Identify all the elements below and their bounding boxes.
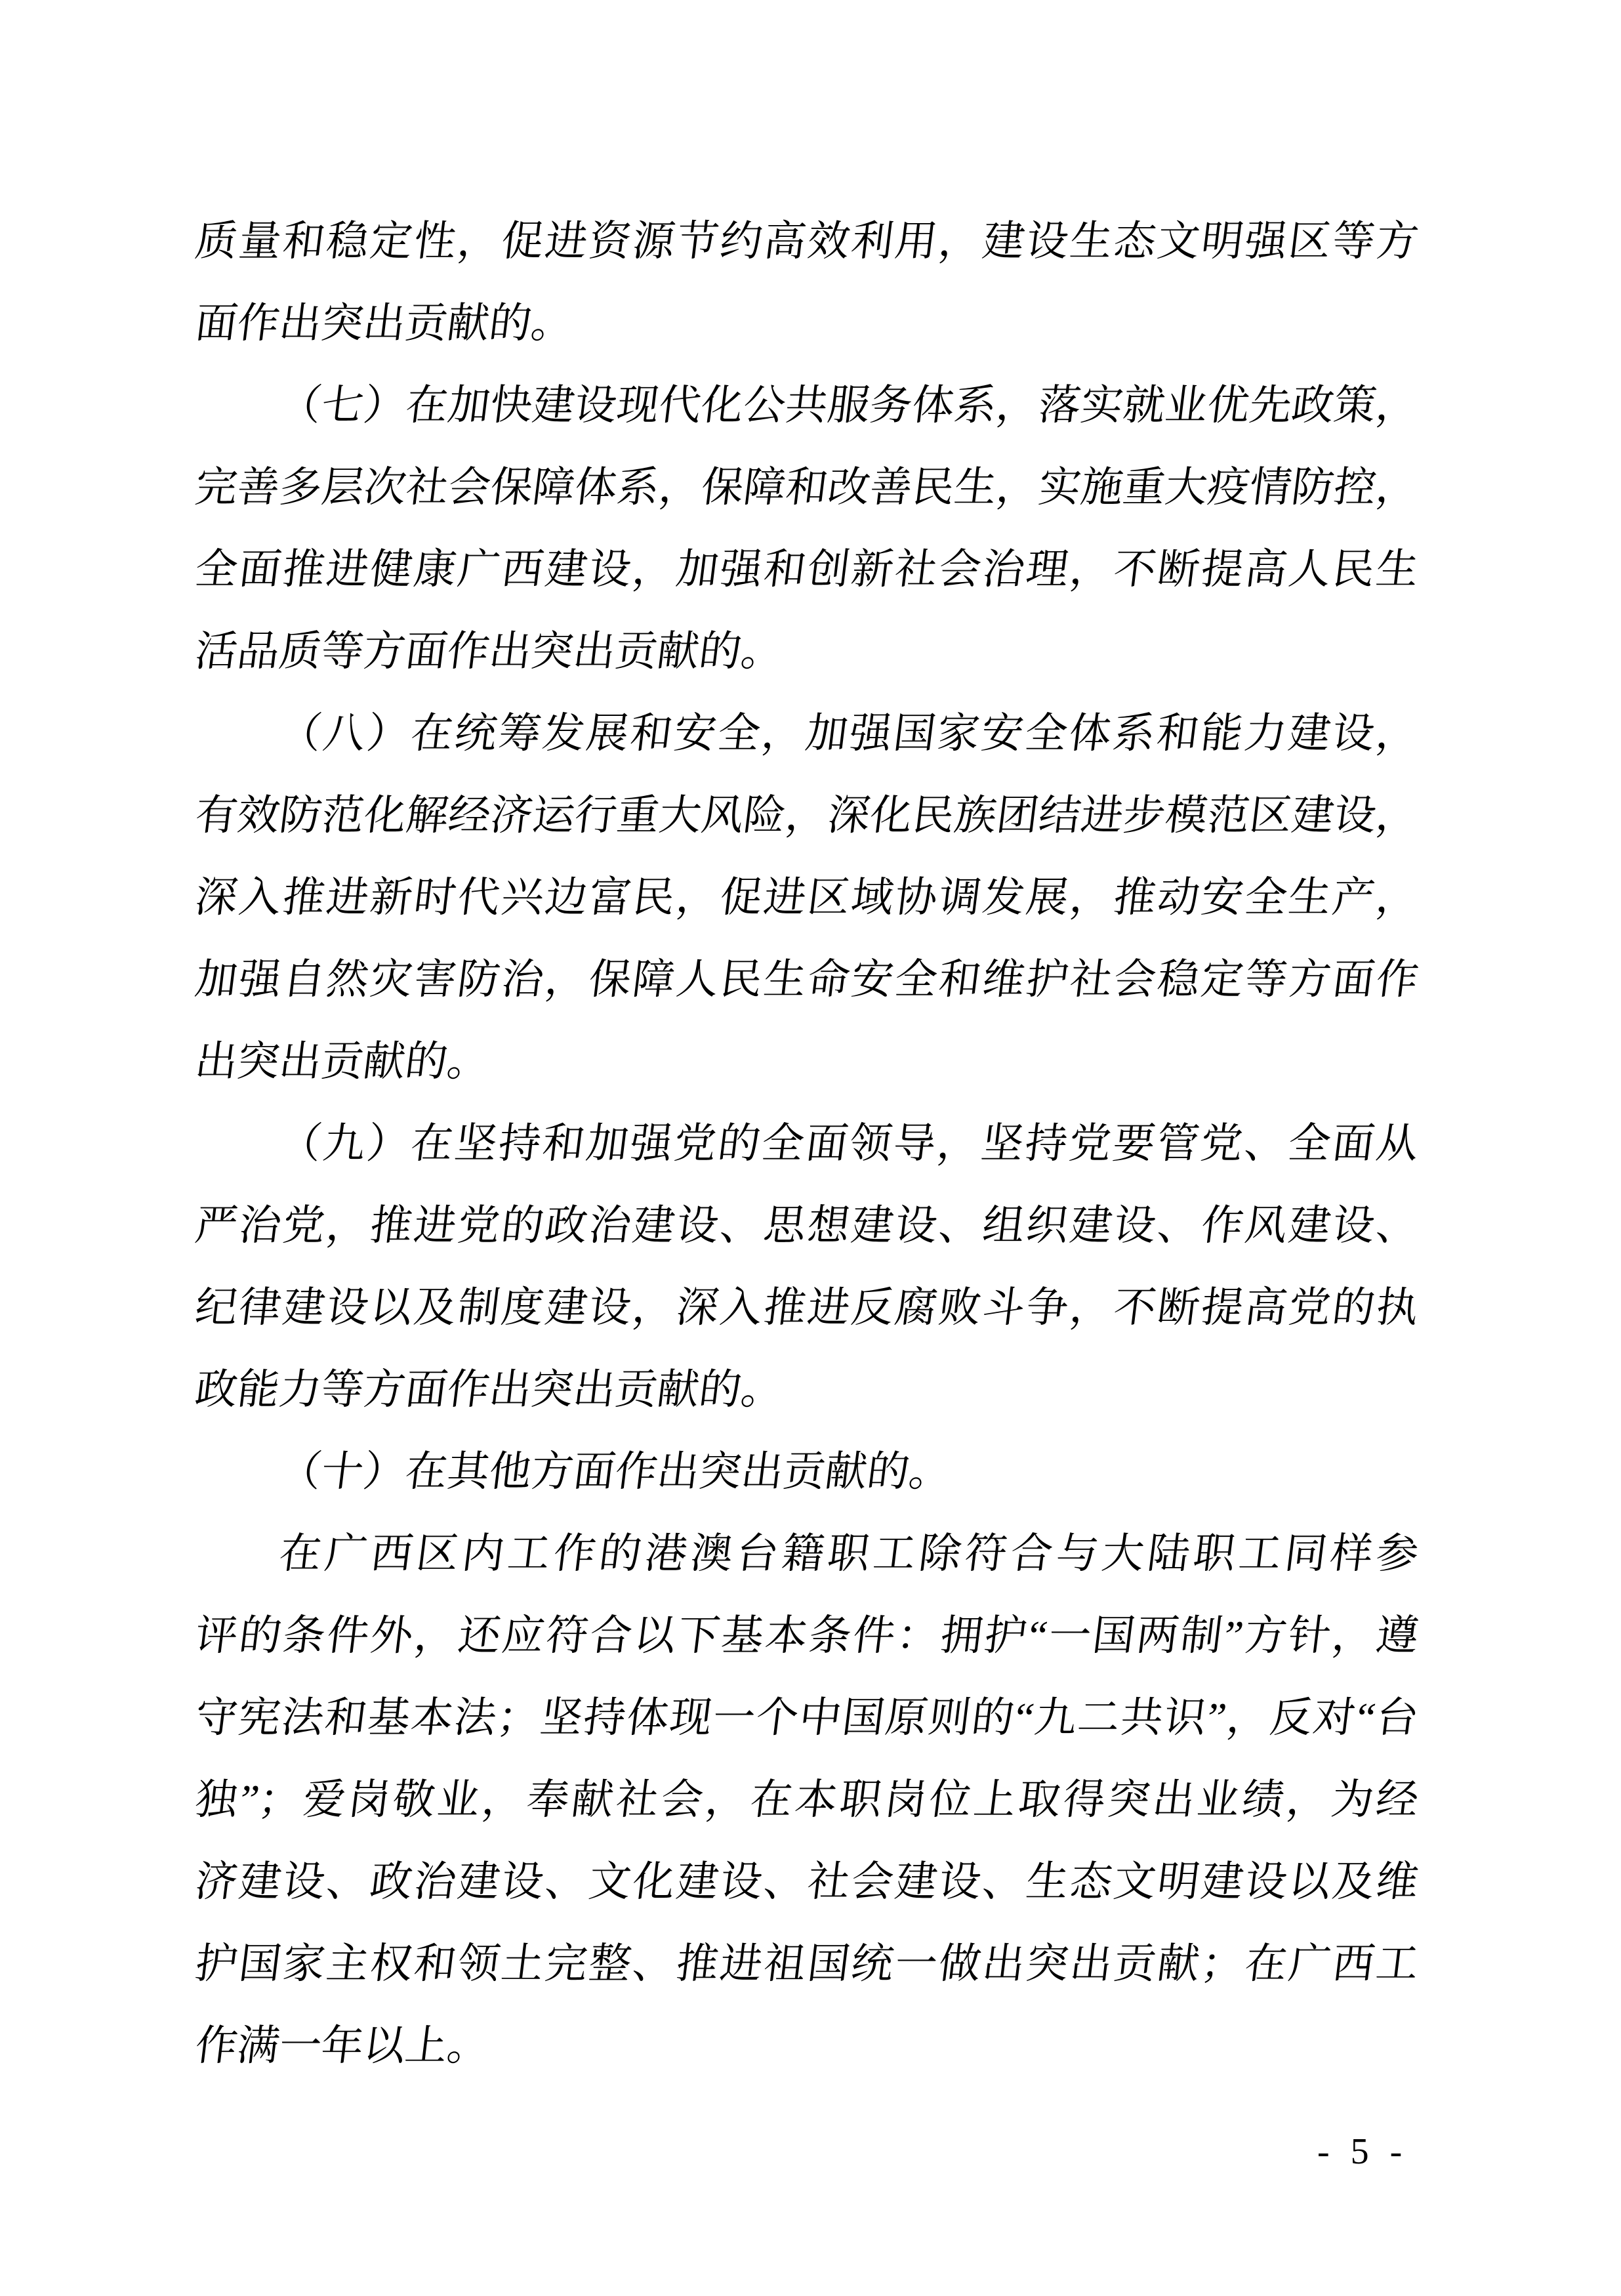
text-line: （十）在其他方面作出突出贡献的。 [276,1448,954,1495]
text-line: 评的条件外，还应符合以下基本条件：拥护“一国两制”方针，遵 [192,1612,1422,1659]
text-line: 在广西区内工作的港澳台籍职工除符合与大陆职工同样参 [276,1530,1422,1577]
text-line: 独”；爱岗敬业，奉献社会，在本职岗位上取得突出业绩，为经 [192,1776,1422,1823]
text-line: （九）在坚持和加强党的全面领导，坚持党要管党、全面从 [276,1120,1422,1167]
text-line: （七）在加快建设现代化公共服务体系，落实就业优先政策， [276,382,1422,428]
text-line: 有效防范化解经济运行重大风险，深化民族团结进步模范区建设， [192,792,1422,839]
text-line: 护国家主权和领土完整、推进祖国统一做出突出贡献；在广西工 [192,1940,1422,1987]
text-line: 政能力等方面作出突出贡献的。 [192,1366,787,1413]
text-line: 面作出突出贡献的。 [192,300,577,346]
text-line: 严治党，推进党的政治建设、思想建设、组织建设、作风建设、 [192,1202,1422,1249]
page-number: - 5 - [1317,2131,1408,2172]
document-body-text [192,200,1422,2087]
text-line: 质量和稳定性，促进资源节约高效利用，建设生态文明强区等方 [192,218,1422,264]
text-line: 深入推进新时代兴边富民，促进区域协调发展，推动安全生产， [192,874,1422,921]
text-line: 出突出贡献的。 [192,1038,493,1085]
text-line: 全面推进健康广西建设，加强和创新社会治理，不断提高人民生 [192,546,1422,593]
text-line: 济建设、政治建设、文化建设、社会建设、生态文明建设以及维 [192,1858,1422,1905]
text-line: 作满一年以上。 [192,2022,493,2069]
text-line: 纪律建设以及制度建设，深入推进反腐败斗争，不断提高党的执 [192,1284,1422,1331]
text-line: 守宪法和基本法；坚持体现一个中国原则的“九二共识”，反对“台 [192,1694,1422,1741]
text-line: 活品质等方面作出突出贡献的。 [192,628,787,675]
text-line: 加强自然灾害防治，保障人民生命安全和维护社会稳定等方面作 [192,956,1422,1003]
text-line: （八）在统筹发展和安全，加强国家安全体系和能力建设， [276,710,1422,757]
text-line: 完善多层次社会保障体系，保障和改善民生，实施重大疫情防控， [192,464,1422,511]
